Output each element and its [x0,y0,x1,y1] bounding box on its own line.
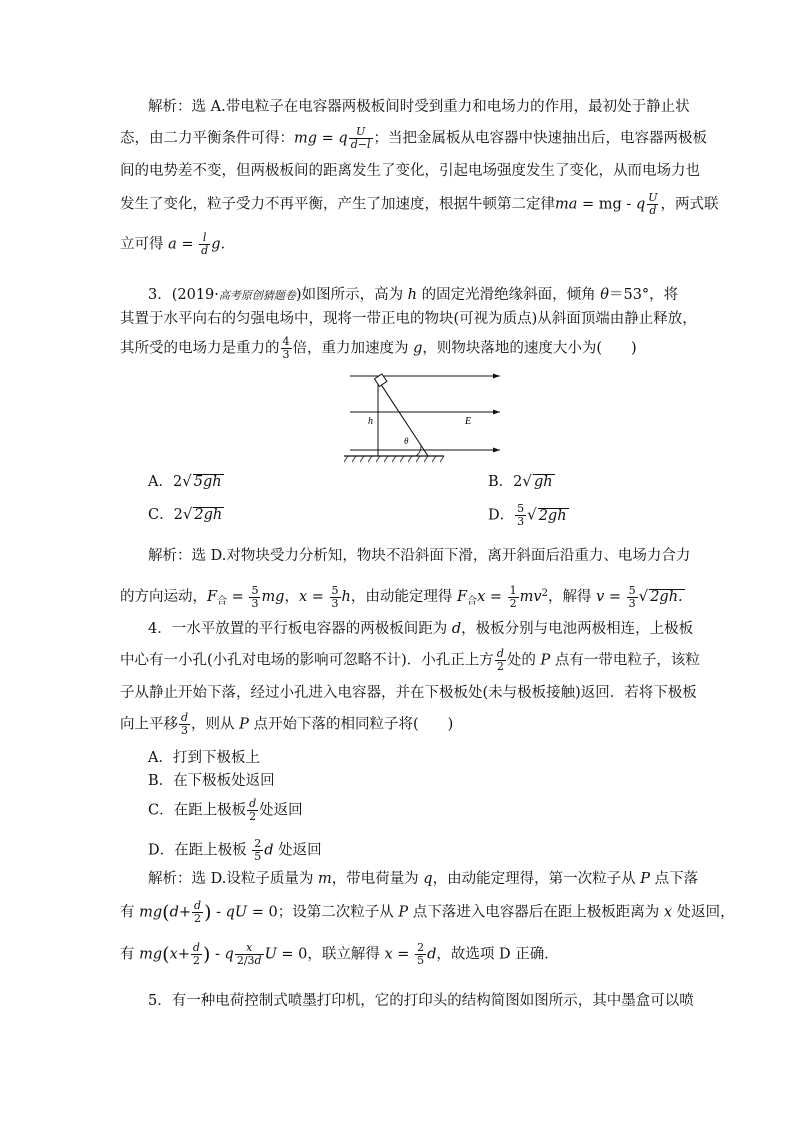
q4-solution-line-1: 解析：选 D.设粒子质量为 m，带电荷量为 q，由动能定理得，第一次粒子从 P 点下落 [148,871,699,887]
fraction: $\frac{d}{2}$ [496,647,504,673]
label-theta: θ [404,436,409,446]
label-h: h [368,416,373,427]
fraction: $\frac{5}{3}$ [517,502,525,528]
q2-solution-line-3: 间的电势差不变，但两极板间的距离发生了变化，引起电场强度发生了变化，从而电场力也 [120,163,700,179]
q3-option-b[interactable]: B．2√ gh [488,472,553,490]
fraction: $\frac{d}{2}$ [192,941,200,967]
fraction: $\frac{U}{d-l}$ [350,125,371,151]
q3-options-row-1 [148,470,708,493]
fraction: $\frac{5}{3}$ [331,583,339,610]
ground-hatch [344,456,444,462]
arrow-icon [493,374,500,379]
q4-option-d[interactable]: D．在距上极板 $\frac{2}{5}$ d 处返回 [148,837,322,863]
q3-option-d[interactable]: D． $\frac{5}{3}$ √ 2gh [488,502,567,528]
q4-option-c[interactable]: C．在距上极板 $\frac{d}{2}$ 处返回 [148,797,303,823]
fraction: $\frac{2}{5}$ [254,837,262,863]
arrow-icon [493,410,500,415]
q3-option-a[interactable]: A．2√ 5gh [148,472,222,490]
q3-stem-line-1: 3．(2019·高考原创猜题卷)如图所示，高为 h 的固定光滑绝缘斜面，倾角 θ＝53°，将 [148,287,679,303]
fraction: $\frac{1}{2}$ [509,583,517,610]
fraction: $\frac{U}{d}$ [648,191,658,217]
q2-solution-line-5: 立可得 a = $\frac{l}{d}$ g. [120,231,226,257]
q5-stem-line-1: 5．有一种电荷控制式喷墨打印机，它的打印头的结构简图如图所示，其中墨盒可以喷 [148,993,694,1009]
q4-option-b[interactable]: B．在下极板处返回 [148,773,275,789]
q4-option-a[interactable]: A．打到下极板上 [148,750,260,766]
arrow-icon [493,448,500,453]
q3-solution-line-1: 解析：选 D.对物块受力分析知，物块不沿斜面下滑，离开斜面后沿重力、电场力合力 [148,548,691,564]
q2-solution-line-4: 发生了变化，粒子受力不再平衡，产生了加速度，根据牛顿第二定律ma = mg - q $\frac{U}{d}$ ，两式联 [120,191,719,217]
fraction: $\frac{5}{3}$ [628,583,636,610]
q3-option-c[interactable]: C．2√ 2gh [148,505,223,523]
fraction: $\frac{4}{3}$ [282,335,290,361]
label-E: E [465,416,472,427]
q4-stem-line-2: 中心有一小孔(小孔对电场的影响可忽略不计)．小孔正上方 $\frac{d}{2}$ 处的 P 点有一带电粒子，该粒 [120,647,700,673]
fraction: $\frac{l}{d}$ [201,231,209,257]
q4-solution-line-3: 有 mg(x+ $\frac{d}{2}$ ) - q $\frac{x}{2/3d}$ U = 0，联立解得 x = $\frac{2}{5}$ d，故选项 D 正确． [120,941,559,967]
angle-arc [416,446,421,456]
fraction: $\frac{d}{3}$ [181,711,189,737]
q2-solution-line-1: 解析：选 A.带电粒子在电容器两极板间时受到重力和电场力的作用，最初处于静止状 [148,99,690,115]
q3-solution-line-2: 的方向运动，$F_合$ = $\frac{5}{3}$ mg，x = $\frac{5}{3}$ h，由动能定理得 $F_合x$ = $\frac{1}{2}$ $mv^2$，解得 v = $\frac{5}{3}$ √ 2gh. [120,583,683,610]
q4-stem-line-1: 4．一水平放置的平行板电容器的两极板间距为 d，极板分别与电池两极相连，上极板 [148,621,694,637]
incline-field-figure [340,372,510,466]
q4-stem-line-3: 子从静止开始下落，经过小孔进入电容器，并在下极板处(未与极板接触)返回．若将下极板 [120,685,697,701]
q3-options-row-2 [148,503,708,526]
q4-solution-line-2: 有 mg(d+ $\frac{d}{2}$ ) - qU = 0；设第二次粒子从 P 点下落进入电容器后在距上极板距离为 x 处返回， [120,899,735,925]
q4-stem-line-4: 向上平移 $\frac{d}{3}$ ，则从 P 点开始下落的相同粒子将( ) [120,711,454,737]
fraction: $\frac{d}{2}$ [194,899,202,925]
q3-stem-line-2: 其置于水平向右的匀强电场中，现将一带正电的物块(可视为质点)从斜面顶端由静止释放， [120,311,697,327]
compound-fraction: $\frac{x}{2/3d}$ [236,941,262,967]
fraction: $\frac{2}{5}$ [417,941,425,967]
incline-slope [378,380,428,456]
q3-stem-line-3: 其所受的电场力是重力的 $\frac{4}{3}$ 倍，重力加速度为 g，则物块落地的速度大小为( ) [120,335,637,361]
fraction: $\frac{d}{2}$ [249,797,257,823]
fraction: $\frac{5}{3}$ [251,583,259,610]
q2-solution-line-2: 态，由二力平衡条件可得：mg = q $\frac{U}{d-l}$ ；当把金属板从电容器中快速抽出后，电容器两极板 [120,125,707,151]
